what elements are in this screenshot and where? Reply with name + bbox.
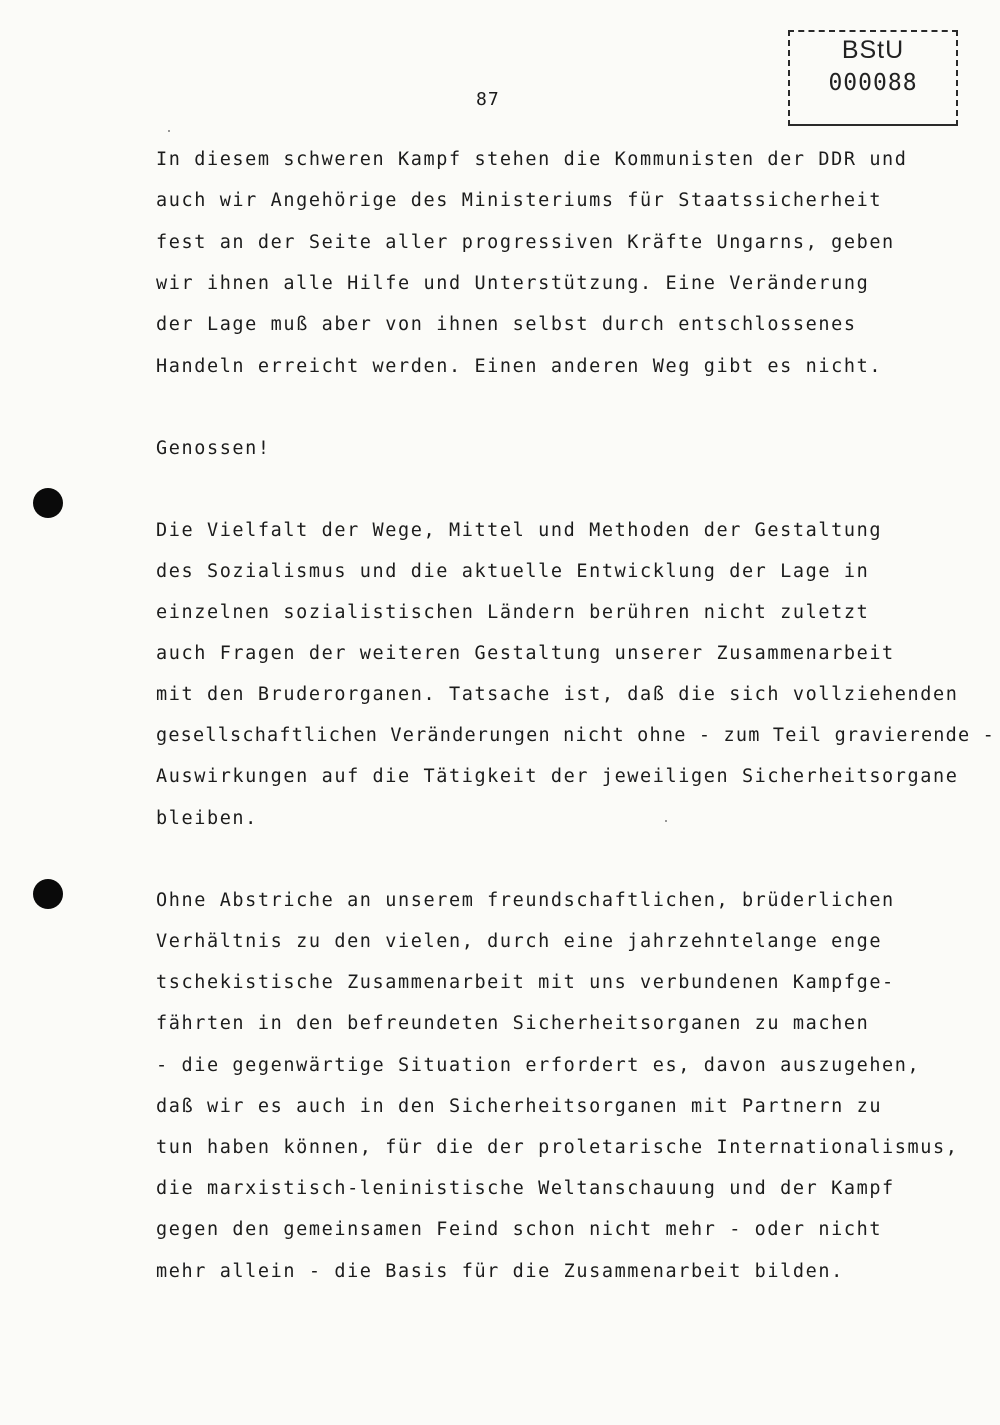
text-line: einzelnen sozialistischen Ländern berühren nicht zuletzt [156, 602, 870, 623]
text-line: fest an der Seite aller progressiven Kräfte Ungarns, geben [156, 232, 895, 253]
text-line: Ohne Abstriche an unserem freundschaftlichen, brüderlichen [156, 890, 895, 911]
text-line: auch wir Angehörige des Ministeriums für Staatssicherheit [156, 190, 883, 211]
text-line: wir ihnen alle Hilfe und Unterstützung. Eine Veränderung [156, 273, 870, 294]
paper-speck [665, 820, 667, 822]
text-line: die marxistisch-leninistische Weltanschauung und der Kampf [156, 1178, 895, 1199]
text-line: bleiben. [156, 808, 258, 829]
punch-hole-bottom [33, 879, 63, 909]
text-line: In diesem schweren Kampf stehen die Kommunisten der DDR und [156, 149, 908, 170]
text-line: mit den Bruderorganen. Tatsache ist, daß die sich vollziehenden [156, 684, 959, 705]
paper-speck [168, 130, 170, 132]
page-number: 87 [476, 89, 500, 110]
text-line: auch Fragen der weiteren Gestaltung unserer Zusammenarbeit [156, 643, 895, 664]
text-line: daß wir es auch in den Sicherheitsorganen mit Partnern zu [156, 1096, 883, 1117]
text-line: mehr allein - die Basis für die Zusammenarbeit bilden. [156, 1261, 844, 1282]
punch-hole-top [33, 488, 63, 518]
text-line: der Lage muß aber von ihnen selbst durch entschlossenes [156, 314, 857, 335]
text-line: tun haben können, für die der proletarische Internationalismus, [156, 1137, 959, 1158]
archive-stamp [788, 30, 958, 126]
text-line: gesellschaftlichen Veränderungen nicht ohne - zum Teil gravierende - [156, 725, 995, 746]
stamp-number: 000088 [828, 70, 918, 96]
text-line: fährten in den befreundeten Sicherheitsorganen zu machen [156, 1013, 870, 1034]
stamp-organization: BStU [841, 36, 905, 64]
text-line: - die gegenwärtige Situation erfordert es, davon auszugehen, [156, 1055, 921, 1076]
salutation: Genossen! [156, 438, 271, 459]
text-line: tschekistische Zusammenarbeit mit uns verbundenen Kampfge- [156, 972, 895, 993]
text-line: Die Vielfalt der Wege, Mittel und Methoden der Gestaltung [156, 520, 883, 541]
text-line: gegen den gemeinsamen Feind schon nicht mehr - oder nicht [156, 1219, 883, 1240]
text-line: Verhältnis zu den vielen, durch eine jahrzehntelange enge [156, 931, 883, 952]
text-line: des Sozialismus und die aktuelle Entwicklung der Lage in [156, 561, 870, 582]
text-line: Handeln erreicht werden. Einen anderen Weg gibt es nicht. [156, 356, 883, 377]
text-line: Auswirkungen auf die Tätigkeit der jeweiligen Sicherheitsorgane [156, 766, 959, 787]
